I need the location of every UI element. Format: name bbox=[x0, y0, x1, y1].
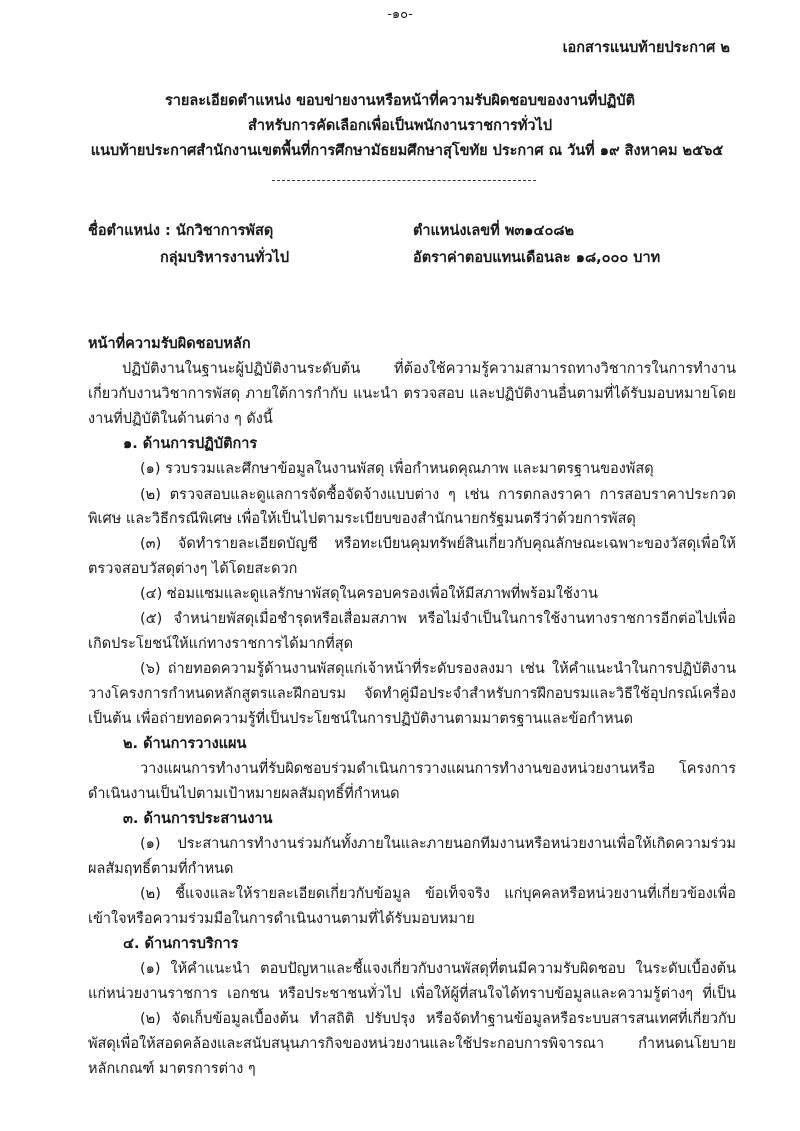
section-2-line: ดำเนินงานเป็นไปตามเป้าหมายผลสัมฤทธิ์ที่กำหนด bbox=[88, 786, 400, 802]
section-4-line: (๑) ให้คำแนะนำ ตอบปัญหาและชี้แจงเกี่ยวกับงานพัสดุที่ตนมีความรับผิดชอบ ในระดับเบื้องต้น bbox=[140, 961, 736, 977]
section-2-title: ๒. ด้านการวางแผน bbox=[123, 736, 247, 752]
section-4-line: แก่หน่วยงานราชการ เอกชน หรือประชาชนทั่วไป เพื่อให้ผู้ที่สนใจได้ทราบข้อมูลและความรู้ต่างๆ ที่เป็น bbox=[88, 986, 736, 1002]
section-1-line: วางโครงการกำหนดหลักสูตรและฝึกอบรม จัดทำคู่มือประจำสำหรับการฝึกอบรมและวิธีใช้อุปกรณ์เครื่อง bbox=[88, 686, 736, 702]
section-1-line: (๓) จัดทำรายละเอียดบัญชี หรือทะเบียนคุมทรัพย์สินเกี่ยวกับคุณลักษณะเฉพาะของวัสดุเพื่อให้ bbox=[140, 536, 736, 552]
attachment-label: เอกสารแนบท้ายประกาศ ๒ bbox=[562, 40, 730, 56]
section-1-line: (๕) จำหน่ายพัสดุเมื่อชำรุดหรือเสื่อมสภาพ หรือไม่จำเป็นในการใช้งานทางราชการอีกต่อไปเพื่อ bbox=[140, 611, 736, 627]
position-name: ชื่อตำแหน่ง : นักวิชาการพัสดุ bbox=[88, 223, 274, 239]
section-4-line: (๒) จัดเก็บข้อมูลเบื้องต้น ทำสถิติ ปรับปรุง หรือจัดทำฐานข้อมูลหรือระบบสารสนเทศที่เกี่ยวกับ bbox=[140, 1011, 736, 1027]
section-3-line: เข้าใจหรือความร่วมมือในการดำเนินงานตามที่ได้รับมอบหมาย bbox=[88, 911, 475, 927]
section-4-title: ๔. ด้านการบริการ bbox=[123, 936, 239, 952]
title-line-3: แนบท้ายประกาศสำนักงานเขตพื้นที่การศึกษามัธยมศึกษาสุโขทัย ประกาศ ณ วันที่ ๑๙ สิงหาคม ๒๕๖๕ bbox=[90, 143, 724, 159]
page-number: -๑๐- bbox=[387, 7, 413, 22]
position-number: ตำแหน่งเลขที่ พ๓๑๔๐๘๒ bbox=[413, 223, 575, 239]
section-1-line: (๒) ตรวจสอบและดูแลการจัดซื้อจัดจ้างแบบต่าง ๆ เช่น การตกลงราคา การสอบราคาประกวด bbox=[140, 487, 736, 503]
section-3-line: ผลสัมฤทธิ์ตามที่กำหนด bbox=[88, 861, 234, 877]
section-1-line: (๖) ถ่ายทอดความรู้ด้านงานพัสดุแก่เจ้าหน้าที่ระดับรองลงมา เช่น ให้คำแนะนำในการปฏิบัติงาน bbox=[140, 661, 736, 677]
intro-line: ปฏิบัติงานในฐานะผู้ปฏิบัติงานระดับต้น ที่ต้องใช้ความรู้ความสามารถทางวิชาการในการทำงาน bbox=[122, 361, 736, 377]
section-3-line: (๒) ชี้แจงและให้รายละเอียดเกี่ยวกับข้อมูล ข้อเท็จจริง แก่บุคคลหรือหน่วยงานที่เกี่ยวข้องเพื่อ bbox=[140, 886, 736, 902]
duties-heading: หน้าที่ความรับผิดชอบหลัก bbox=[88, 336, 251, 352]
section-1-line: (๔) ซ่อมแซมและดูแลรักษาพัสดุในครอบครองเพื่อให้มีสภาพที่พร้อมใช้งาน bbox=[140, 586, 598, 602]
section-2-line: วางแผนการทำงานที่รับผิดชอบร่วมดำเนินการวางแผนการทำงานของหน่วยงานหรือ โครงการ bbox=[140, 761, 736, 777]
section-4-line: พัสดุเพื่อให้สอดคล้องและสนับสนุนภารกิจของหน่วยงานและใช้ประกอบการพิจารณา กำหนดนโยบาย bbox=[88, 1036, 736, 1052]
section-3-title: ๓. ด้านการประสานงาน bbox=[123, 811, 273, 827]
section-3-line: (๑) ประสานการทำงานร่วมกันทั้งภายในและภายนอกทีมงานหรือหน่วยงานเพื่อให้เกิดความร่วม bbox=[140, 836, 736, 852]
section-1-line: เกิดประโยชน์ให้แก่ทางราชการได้มากที่สุด bbox=[88, 636, 354, 652]
section-1-line: พิเศษ และวิธีกรณีพิเศษ เพื่อให้เป็นไปตามระเบียบของสำนักนายกรัฐมนตรีว่าด้วยการพัสดุ bbox=[88, 511, 636, 527]
section-1-line: ตรวจสอบวัสดุต่างๆ ได้โดยสะดวก bbox=[88, 561, 298, 577]
section-1-line: (๑) รวบรวมและศึกษาข้อมูลในงานพัสดุ เพื่อกำหนดคุณภาพ และมาตรฐานของพัสดุ bbox=[140, 461, 654, 477]
section-1-line: เป็นต้น เพื่อถ่ายทอดความรู้ที่เป็นประโยชน์ในการปฏิบัติงานตามมาตรฐานและข้อกำหนด bbox=[88, 711, 634, 727]
title-line-1: รายละเอียดตำแหน่ง ขอบข่ายงานหรือหน้าที่ความรับผิดชอบของงานที่ปฏิบัติ bbox=[164, 93, 636, 109]
section-4-line: หลักเกณฑ์ มาตรการต่าง ๆ bbox=[88, 1061, 256, 1077]
intro-line: เกี่ยวกับงานวิชาการพัสดุ ภายใต้การกำกับ แนะนำ ตรวจสอบ และปฏิบัติงานอื่นตามที่ได้รับมอบหมายโดย bbox=[88, 386, 736, 402]
intro-line: งานที่ปฏิบัติในด้านต่าง ๆ ดังนี้ bbox=[88, 411, 273, 427]
section-1-title: ๑. ด้านการปฏิบัติการ bbox=[123, 436, 258, 452]
position-salary: อัตราค่าตอบแทนเดือนละ ๑๘,๐๐๐ บาท bbox=[413, 250, 661, 266]
position-group: กลุ่มบริหารงานทั่วไป bbox=[160, 250, 290, 266]
divider bbox=[272, 180, 536, 181]
title-line-2: สำหรับการคัดเลือกเพื่อเป็นพนักงานราชการทั่วไป bbox=[247, 118, 553, 134]
